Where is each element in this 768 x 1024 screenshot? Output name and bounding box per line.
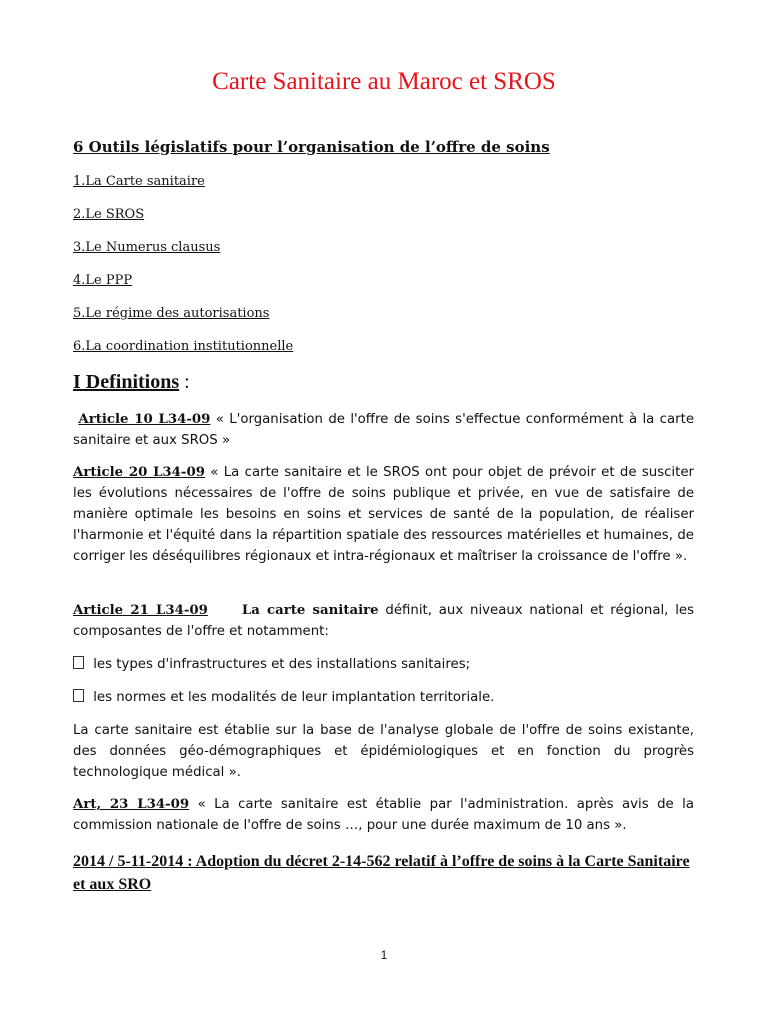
article-10-ref: Article 10 L34-09 (78, 412, 211, 427)
article-21-ref: Article 21 L34-09 (73, 603, 208, 618)
article-21-paragraph (73, 600, 694, 642)
bullet-item (73, 689, 494, 705)
decree-heading: 2014 / 5-11-2014 : Adoption du décret 2-14-562 relatif à l’offre de soins à la Carte Sanitaire et aux SRO (73, 853, 690, 893)
article-20-paragraph (73, 462, 694, 567)
bullet-text: les types d'infrastructures et des installations sanitaires; (89, 657, 471, 672)
definitions-heading-colon: : (179, 371, 190, 393)
bullet-item (73, 656, 470, 672)
article-10-paragraph (73, 409, 694, 451)
toc-item: 1.La Carte sanitaire (73, 174, 205, 189)
article-20-text: « La carte sanitaire et le SROS ont pour objet de prévoir et de susciter les évolutions nécessaires de l'offre de soins publique et privée, en vue de satisfaire de manière optimale les besoins en soins et services de santé de la population, de réaliser l'harmonie et l'équité dans la répartition spatiale des ressources matérielles et humaines, de corriger les déséquilibres régionaux et intra-régionaux et maîtriser la croissance de l'offre ». (73, 465, 694, 564)
bullet-box-icon (73, 656, 84, 669)
bullet-text: les normes et les modalités de leur implantation territoriale. (89, 690, 495, 705)
toc-item: 6.La coordination institutionnelle (73, 339, 294, 354)
definitions-heading (73, 371, 190, 394)
article-23-text: « La carte sanitaire est établie par l'administration. après avis de la commission nationale de l'offre de soins …, pour une durée maximum de 10 ans ». (73, 797, 694, 833)
page-number: 1 (380, 948, 388, 962)
document-title: Carte Sanitaire au Maroc et SROS (212, 68, 556, 95)
section-heading-6: 6 Outils législatifs pour l’organisation de l’offre de soins (73, 138, 550, 156)
article-20-ref: Article 20 L34-09 (73, 465, 205, 480)
article-10-text: « L'organisation de l'offre de soins s'effectue conformément à la carte sanitaire et aux SROS » (73, 412, 694, 448)
toc-item: 4.Le PPP (73, 273, 133, 288)
bullet-box-icon (73, 689, 84, 702)
carte-sanitaire-paragraph: La carte sanitaire est établie sur la base de l'analyse globale de l'offre de soins existante, des données géo-démographiques et épidémiologiques et en fonction du progrès technologique médical ». (73, 723, 694, 780)
toc-item: 2.Le SROS (73, 207, 145, 222)
article-21-text: définit, aux niveaux national et régional, les composantes de l'offre et notamment: (73, 603, 695, 639)
definitions-heading-text: I Definitions (73, 371, 180, 393)
article-23-paragraph (73, 794, 694, 836)
article-23-ref: Art, 23 L34-09 (73, 797, 190, 812)
toc-item: 5.Le régime des autorisations (73, 306, 270, 321)
article-21-keyword: La carte sanitaire (241, 603, 379, 618)
toc-item: 3.Le Numerus clausus (73, 240, 221, 255)
